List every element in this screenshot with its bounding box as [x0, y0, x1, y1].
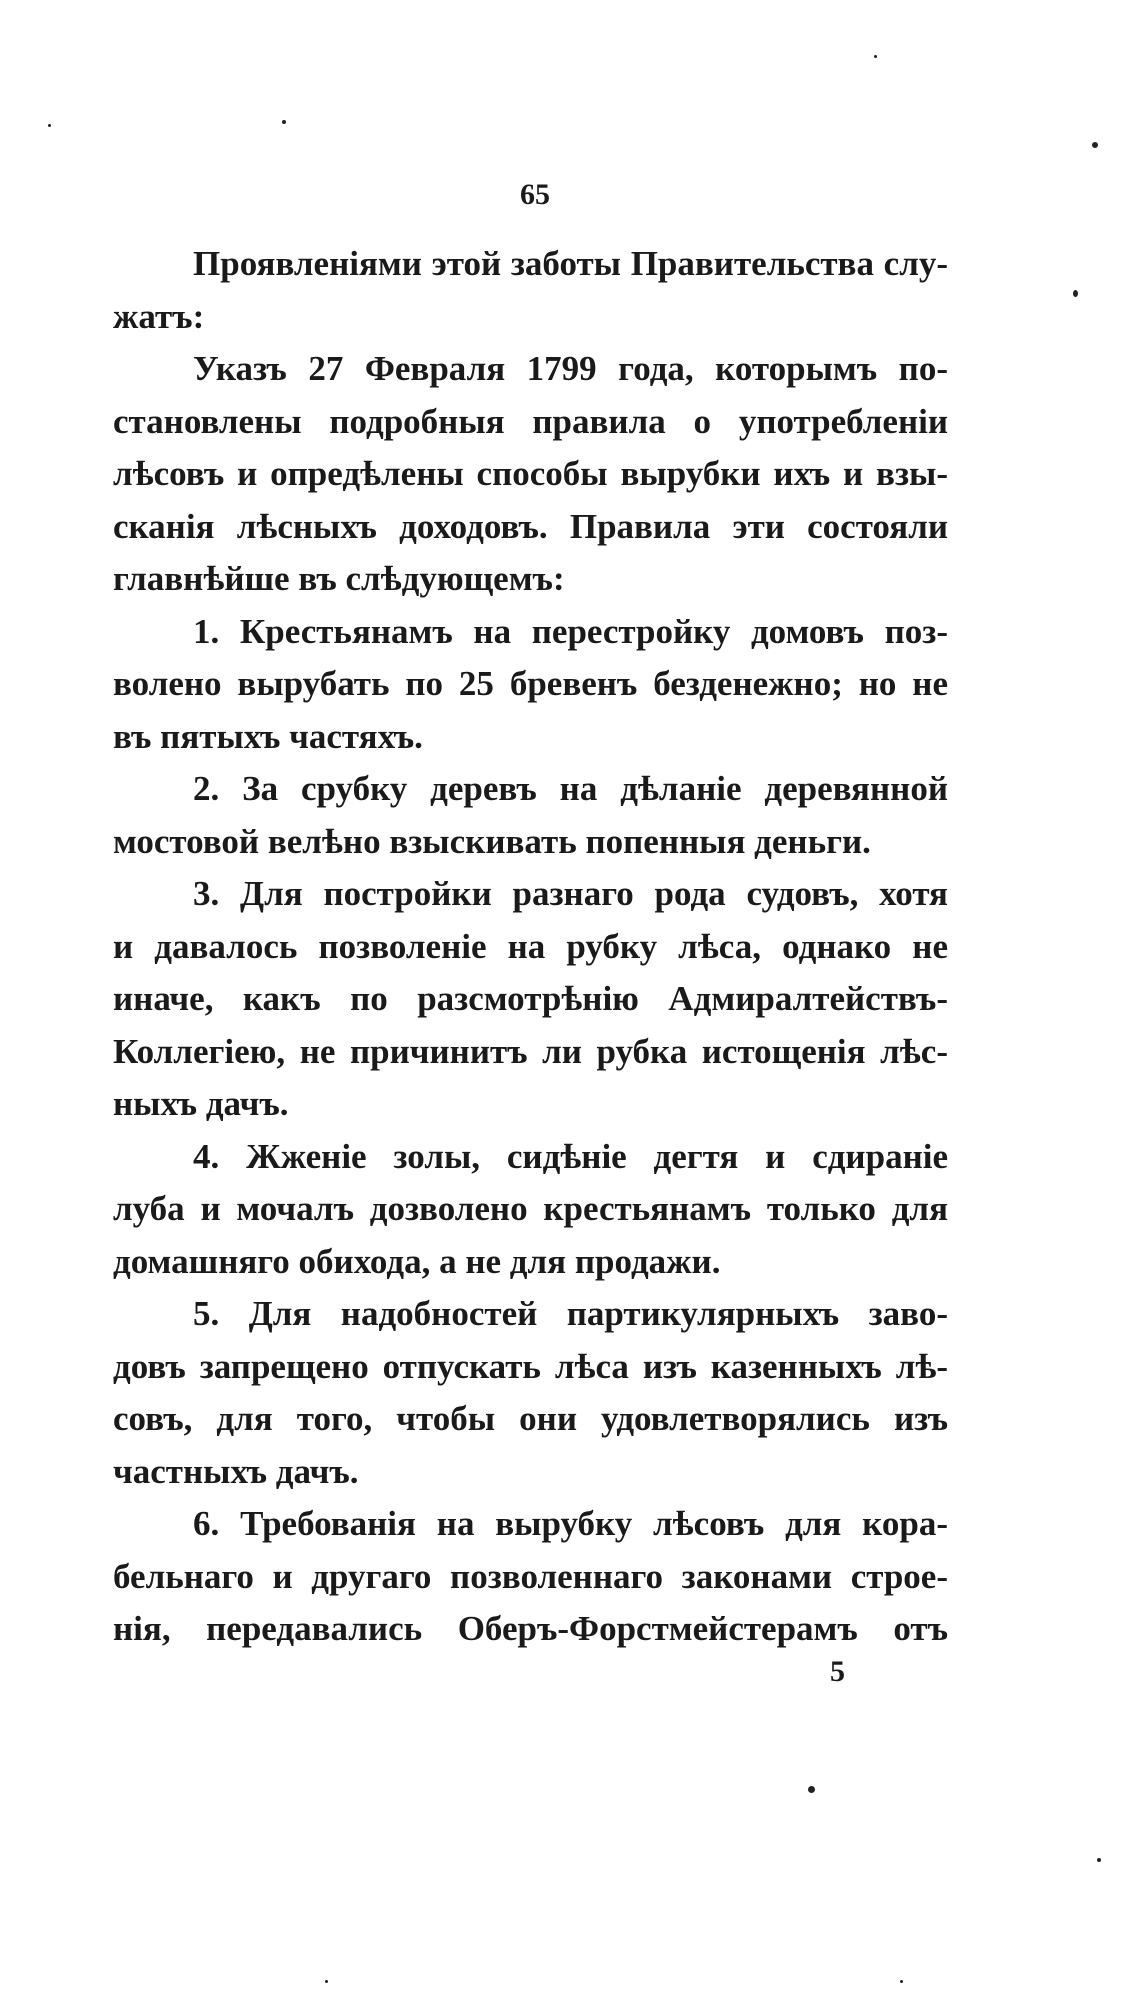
text-line: лѣсовъ и опредѣлены способы вырубки ихъ и взы-	[113, 454, 948, 493]
text-line: нія, передавались Оберъ-Форстмейстерамъ отъ	[113, 1609, 948, 1648]
text-line: частныхъ дачъ.	[113, 1451, 359, 1491]
text-line: въ пятыхъ частяхъ.	[113, 716, 423, 756]
text-line: довъ запрещено отпускать лѣса изъ казенныхъ лѣ-	[113, 1346, 948, 1386]
text-line: волено вырубать по 25 бревенъ безденежно; но не	[113, 664, 948, 703]
text-line: жатъ:	[113, 296, 205, 336]
text-line: иначе, какъ по разсмотрѣнію Адмиралтействъ-	[113, 979, 948, 1018]
text-line: луба и мочалъ дозволено крестьянамъ только для	[113, 1189, 948, 1228]
print-speck	[48, 124, 51, 127]
page-number: 65	[520, 178, 550, 211]
body-text	[113, 238, 948, 1656]
text-line: совъ, для того, чтобы они удовлетворялись изъ	[113, 1399, 948, 1438]
text-line: домашняго обихода, а не для продажи.	[113, 1241, 721, 1281]
text-line: главнѣйше въ слѣдующемъ:	[113, 559, 565, 598]
text-line: мостовой велѣно взыскивать попенныя деньги.	[113, 821, 871, 861]
text-line: бельнаго и другаго позволеннаго законами строе-	[113, 1556, 948, 1596]
text-line: становлены подробныя правила о употребленіи	[113, 401, 948, 441]
print-speck	[325, 1980, 328, 1983]
text-line: ныхъ дачъ.	[113, 1084, 289, 1123]
print-speck	[1092, 142, 1098, 148]
print-speck	[1073, 290, 1078, 297]
text-line: и давалось позволеніе на рубку лѣса, однако не	[113, 926, 948, 966]
print-speck	[874, 55, 877, 58]
text-line: 3. Для постройки разнаго рода судовъ, хотя	[193, 874, 948, 913]
text-line: Проявленіями этой заботы Правительства слу-	[193, 244, 948, 283]
text-line: Указъ 27 Февраля 1799 года, которымъ по-	[193, 349, 948, 388]
print-speck	[900, 1980, 903, 1983]
text-line: 5. Для надобностей партикулярныхъ заво-	[193, 1294, 948, 1333]
text-line: 2. За срубку деревъ на дѣланіе деревянной	[193, 769, 948, 808]
text-line: Коллегіею, не причинитъ ли рубка истощенія лѣс-	[113, 1031, 948, 1071]
print-speck	[808, 1786, 815, 1793]
print-speck	[1097, 1858, 1101, 1862]
text-line: сканія лѣсныхъ доходовъ. Правила эти состояли	[113, 506, 948, 546]
text-line: 1. Крестьянамъ на перестройку домовъ поз-	[193, 611, 948, 651]
text-line: 4. Жженіе золы, сидѣніе дегтя и сдираніе	[193, 1136, 948, 1176]
signature-mark: 5	[830, 1655, 845, 1688]
print-speck	[282, 120, 286, 124]
text-line: 6. Требованія на вырубку лѣсовъ для кора-	[193, 1504, 948, 1543]
